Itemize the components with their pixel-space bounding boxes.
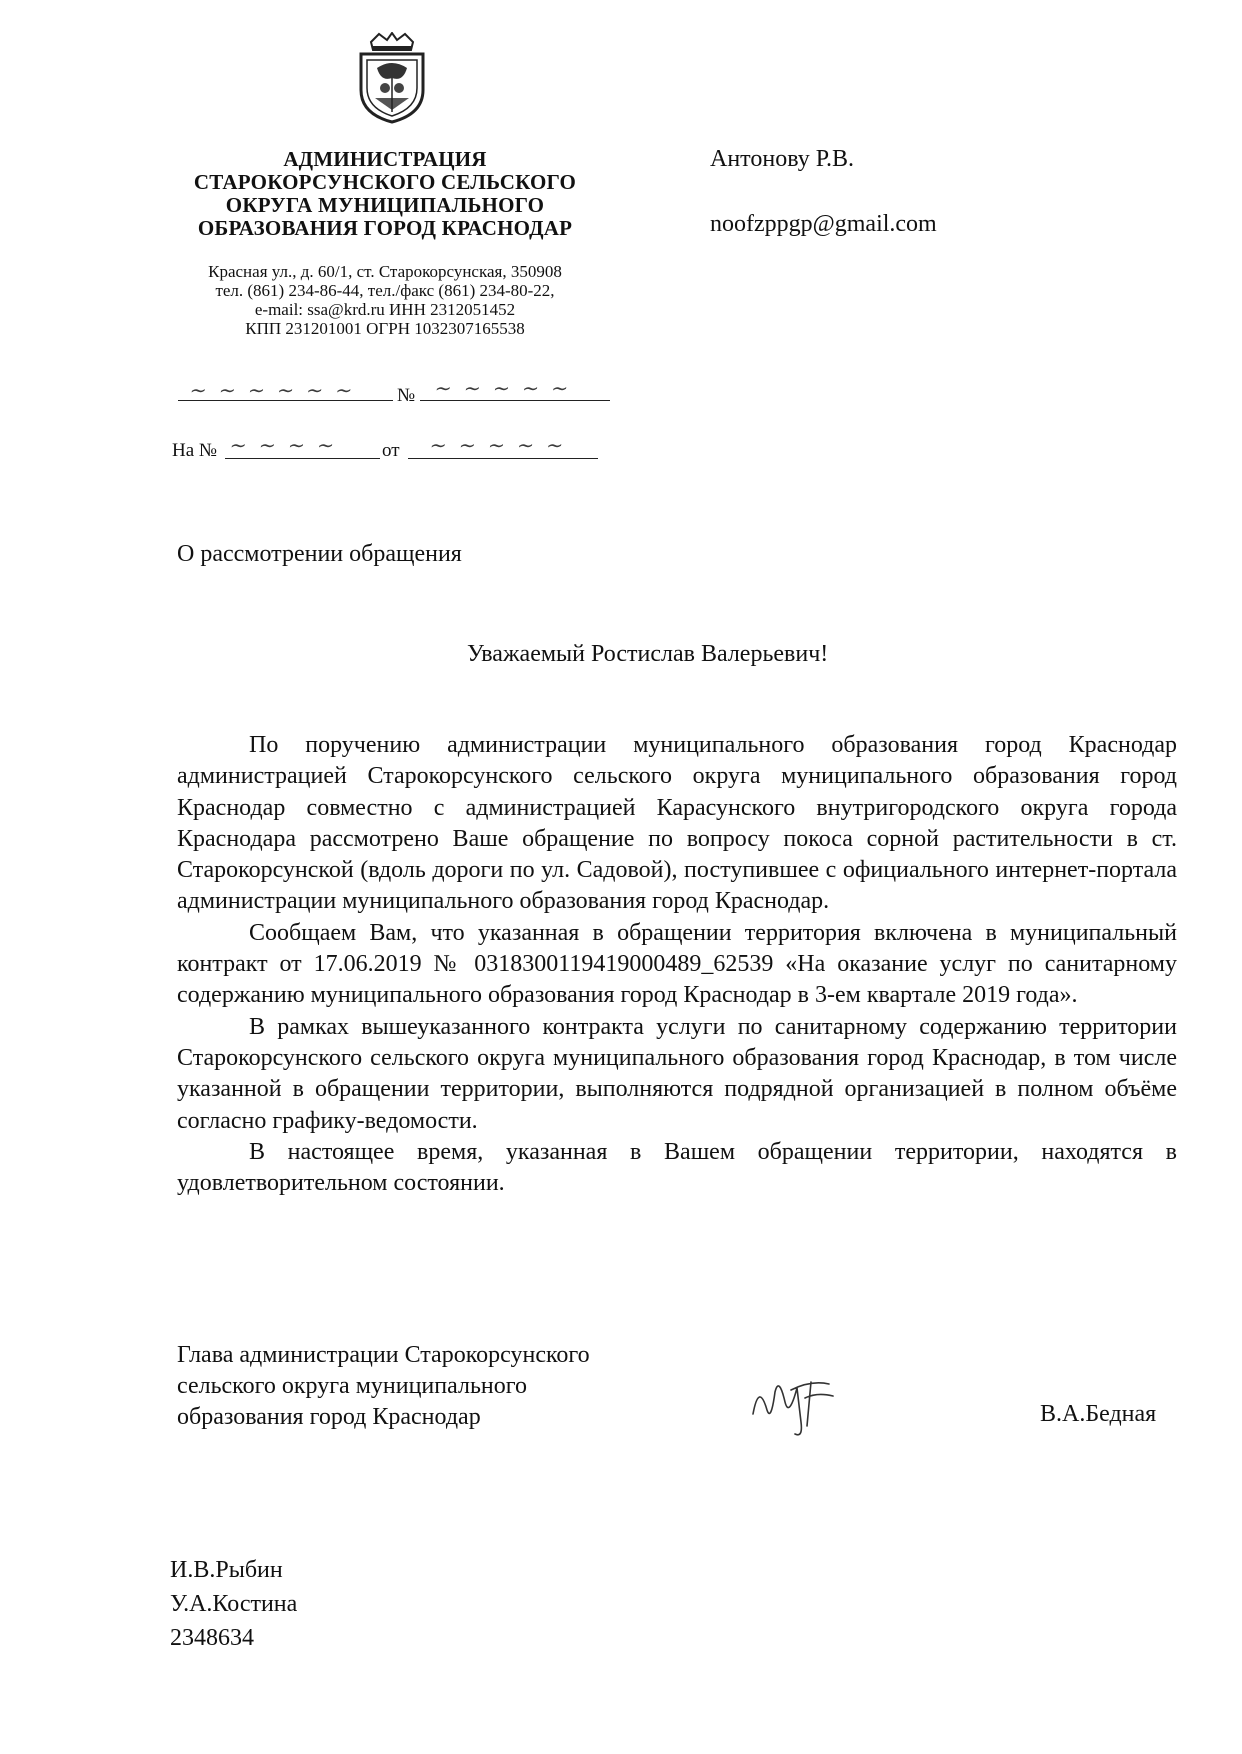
handwritten-signature [745,1362,845,1442]
organization-name [150,148,620,240]
coat-of-arms-icon [357,32,427,124]
executor-phone: 2348634 [170,1625,254,1651]
handwritten-date: ~ ~ ~ ~ ~ ~ [187,378,358,402]
signatory-title-line: образования город Краснодар [177,1404,481,1430]
signatory-title [177,1340,590,1433]
letter-subject: О рассмотрении обращения [177,541,462,567]
address-line: тел. (861) 234-86-44, тел./факс (861) 234-80-22, [215,281,555,300]
address-line: КПП 231201001 ОГРН 1032307165538 [245,319,525,338]
outgoing-number-line [420,400,610,401]
body-paragraph: По поручению администрации муниципального образования город Краснодар администрацией Старокорсунского сельского округа муниципального образования город Краснодар совместно с администрацией Карасунского внутригородского округа города Краснодара рассмотрено Ваше обращение по вопросу покоса сорной растительности в ст. Старокорсунской (вдоль дороги по ул. Садовой), поступившее с официального интернет-портала администрации муниципального образования город Краснодар. [177,732,1177,915]
handwritten-in-reply-date: ~ ~ ~ ~ ~ [427,433,569,457]
from-label: от [382,440,400,461]
body-paragraph: В рамках вышеуказанного контракта услуги по санитарному содержанию территории Старокорсунского сельского округа муниципального образования город Краснодар, в том числе указанной в обращении территории, выполняются подрядной организацией в полном объёме согласно графику-ведомости. [177,1013,1177,1134]
signatory-title-line: Глава администрации Старокорсунского [177,1342,590,1368]
letter-body [177,730,1177,1199]
org-line: ОКРУГА МУНИЦИПАЛЬНОГО [225,193,545,217]
handwritten-in-reply-number: ~ ~ ~ ~ [227,433,340,457]
handwritten-number: ~ ~ ~ ~ ~ [432,376,574,400]
number-label: № [397,385,416,406]
executors-block [170,1553,297,1655]
in-reply-label: На № [172,440,218,461]
signatory-name: В.А.Бедная [1040,1401,1157,1427]
in-reply-date-line [408,458,598,459]
org-line: СТАРОКОРСУНСКОГО СЕЛЬСКОГО [193,170,577,194]
signatory-title-line: сельского округа муниципального [177,1373,527,1399]
salutation: Уважаемый Ростислав Валерьевич! [467,641,829,667]
executor-line: У.А.Костина [170,1591,298,1617]
recipient-name: Антонову Р.В. [710,146,855,172]
body-paragraph: Сообщаем Вам, что указанная в обращении территория включена в муниципальный контракт от 17.06.2019 № 0318300119419000489_62539 «На оказание услуг по санитарному содержанию муниципального образования город Краснодар в 3-ем квартале 2019 года». [177,919,1177,1009]
organization-address [150,262,620,338]
org-line: ОБРАЗОВАНИЯ ГОРОД КРАСНОДАР [197,216,573,240]
address-line: Красная ул., д. 60/1, ст. Старокорсунская, 350908 [208,262,562,281]
org-line: АДМИНИСТРАЦИЯ [283,147,487,171]
body-paragraph: В настоящее время, указанная в Вашем обращении территории, находятся в удовлетворительном состоянии. [177,1138,1177,1197]
recipient-email: noofzppgp@gmail.com [710,211,937,237]
in-reply-number-line [225,458,380,459]
address-line: e-mail: ssa@krd.ru ИНН 2312051452 [254,300,516,319]
executor-line: И.В.Рыбин [170,1557,283,1583]
